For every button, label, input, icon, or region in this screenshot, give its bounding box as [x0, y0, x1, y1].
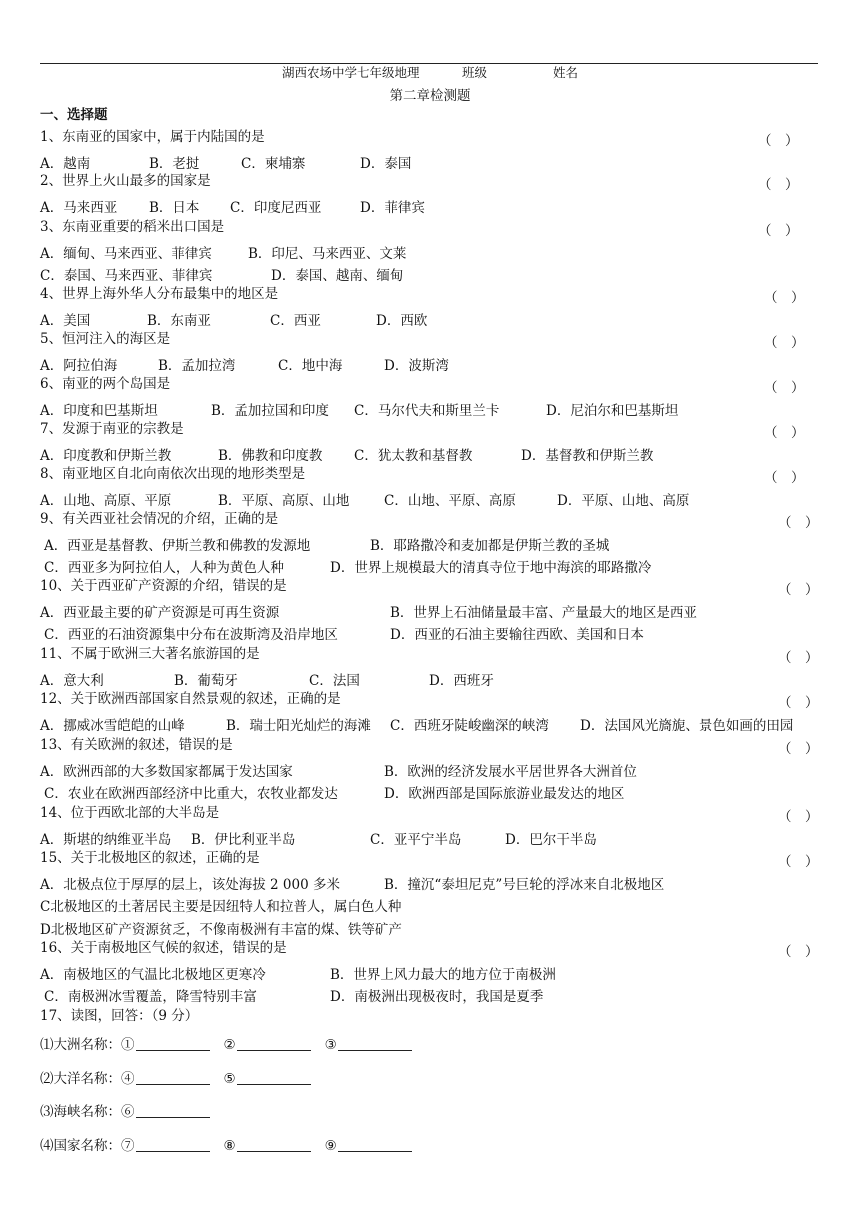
header-school: 湖西农场中学七年级地理 — [282, 65, 420, 80]
question-5-option-d: D．波斯湾 — [384, 357, 449, 374]
question-6-answer-bracket[interactable]: （ ） — [764, 380, 805, 396]
question-5-stem: 5、恒河注入的海区是 — [40, 331, 171, 347]
answer-blank[interactable] — [338, 1036, 412, 1051]
question-11-option-b: B．葡萄牙 — [174, 672, 238, 689]
answer-slot — [325, 1037, 412, 1053]
question-10-answer-bracket[interactable]: （ ） — [778, 582, 819, 598]
fill-line-2 — [40, 1070, 325, 1088]
fill-line-label: ⑶海峡名称： — [40, 1104, 121, 1120]
question-14-stem: 14、位于西欧北部的大半岛是 — [40, 805, 220, 821]
question-15-option-a: A．北极点位于厚厚的层上，该处海拔 2 000 多米 — [40, 876, 340, 893]
answer-blank[interactable] — [136, 1137, 210, 1152]
slot-number: ⑤ — [223, 1071, 236, 1087]
question-1-option-a: A．越南 — [40, 155, 91, 172]
question-2-answer-bracket[interactable]: （ ） — [758, 177, 799, 193]
question-5-option-a: A．阿拉伯海 — [40, 357, 118, 374]
answer-slot — [325, 1138, 412, 1154]
header-class-label: 班级 — [462, 65, 488, 80]
header-name-label: 姓名 — [553, 65, 579, 80]
question-12-option-c: C．西班牙陡峻幽深的峡湾 — [390, 717, 549, 734]
question-10-option-c: C．西亚的石油资源集中分布在波斯湾及沿岸地区 — [44, 627, 338, 643]
question-2-option-b: B．日本 — [149, 199, 200, 216]
question-16-answer-bracket[interactable]: （ ） — [778, 944, 819, 960]
question-4-option-a: A．美国 — [40, 312, 91, 329]
answer-blank[interactable] — [136, 1070, 210, 1085]
question-3-option-a: A．缅甸、马来西亚、菲律宾 — [40, 245, 212, 262]
question-11-answer-bracket[interactable]: （ ） — [778, 650, 819, 666]
question-3-option-c: C．泰国、马来西亚、菲律宾 — [40, 268, 213, 284]
question-3-answer-bracket[interactable]: （ ） — [758, 223, 799, 239]
question-13-option-a: A．欧洲西部的大多数国家都属于发达国家 — [40, 763, 293, 780]
question-7-answer-bracket[interactable]: （ ） — [764, 425, 805, 441]
question-11-option-c: C．法国 — [309, 672, 360, 689]
question-16-option-d: D．南极洲出现极夜时，我国是夏季 — [330, 989, 544, 1005]
question-11-stem: 11、不属于欧洲三大著名旅游国的是 — [40, 646, 260, 662]
fill-line-label: ⑷国家名称： — [40, 1138, 121, 1154]
question-6-stem: 6、南亚的两个岛国是 — [40, 376, 171, 392]
question-10-option-a: A．西亚最主要的矿产资源是可再生资源 — [40, 604, 280, 621]
slot-number: ⑨ — [324, 1138, 337, 1154]
fill-line-1 — [40, 1036, 426, 1054]
slot-number: ⑦ — [121, 1138, 135, 1154]
question-8-option-b: B．平原、高原、山地 — [218, 492, 350, 509]
question-5-option-b: B．孟加拉湾 — [158, 357, 236, 374]
question-9-answer-bracket[interactable]: （ ） — [778, 515, 819, 531]
slot-number: ⑥ — [121, 1104, 135, 1120]
question-9-stem: 9、有关西亚社会情况的介绍，正确的是 — [40, 511, 279, 527]
question-16-option-c: C．南极洲冰雪覆盖，降雪特别丰富 — [44, 989, 257, 1005]
question-6-option-a: A．印度和巴基斯坦 — [40, 402, 158, 419]
question-12-option-a: A．挪威冰雪皑皑的山峰 — [40, 717, 185, 734]
question-4-answer-bracket[interactable]: （ ） — [764, 290, 805, 306]
question-9-option-a: A．西亚是基督教、伊斯兰教和佛教的发源地 — [44, 537, 311, 554]
question-14-option-a: A．斯堪的纳维亚半岛 — [40, 831, 172, 848]
question-7-option-c: C．犹太教和基督教 — [354, 447, 473, 464]
question-3-option-d: D．泰国、越南、缅甸 — [271, 268, 404, 284]
question-8-option-c: C．山地、平原、高原 — [384, 492, 516, 509]
question-15-stem: 15、关于北极地区的叙述，正确的是 — [40, 850, 260, 866]
question-1-stem: 1、东南亚的国家中，属于内陆国的是 — [40, 129, 265, 145]
question-10-option-b: B．世界上石油储量最丰富、产量最大的地区是西亚 — [390, 604, 697, 621]
question-15-option-c: C北极地区的土著居民主要是因纽特人和拉普人，属白色人种 — [40, 899, 402, 915]
question-4-option-d: D．西欧 — [376, 312, 428, 329]
question-8-option-d: D．平原、山地、高原 — [557, 492, 690, 509]
header-rule — [40, 63, 818, 64]
fill-line-4 — [40, 1137, 426, 1155]
answer-blank[interactable] — [237, 1036, 311, 1051]
question-16-stem: 16、关于南极地区气候的叙述，错误的是 — [40, 940, 287, 956]
question-11-option-a: A．意大利 — [40, 672, 104, 689]
question-7-stem: 7、发源于南亚的宗教是 — [40, 421, 184, 437]
question-1-option-c: C．柬埔寨 — [241, 155, 306, 172]
question-8-answer-bracket[interactable]: （ ） — [764, 470, 805, 486]
question-9-option-c: C．西亚多为阿拉伯人，人种为黄色人种 — [44, 560, 284, 576]
page-title: 第二章检测题 — [389, 88, 471, 104]
question-14-option-b: B．伊比利亚半岛 — [191, 831, 296, 848]
question-5-answer-bracket[interactable]: （ ） — [764, 335, 805, 351]
section-title: 一、选择题 — [40, 107, 108, 123]
answer-blank[interactable] — [136, 1036, 210, 1051]
question-16-option-a: A．南极地区的气温比北极地区更寒冷 — [40, 966, 266, 983]
question-1-option-b: B．老挝 — [149, 155, 200, 172]
answer-blank[interactable] — [338, 1137, 412, 1152]
question-16-option-b: B．世界上风力最大的地方位于南极洲 — [330, 966, 556, 983]
question-7-option-d: D．基督教和伊斯兰教 — [521, 447, 654, 464]
question-9-option-d: D．世界上规模最大的清真寺位于地中海滨的耶路撒冷 — [330, 560, 652, 576]
question-11-option-d: D．西班牙 — [429, 672, 494, 689]
question-13-option-d: D．欧洲西部是国际旅游业最发达的地区 — [384, 786, 625, 802]
question-1-option-d: D．泰国 — [360, 155, 412, 172]
question-6-option-d: D．尼泊尔和巴基斯坦 — [546, 402, 679, 419]
fill-line-label: ⑵大洋名称： — [40, 1071, 121, 1087]
question-3-stem: 3、东南亚重要的稻米出口国是 — [40, 219, 225, 235]
question-10-stem: 10、关于西亚矿产资源的介绍，错误的是 — [40, 578, 287, 594]
question-8-stem: 8、南亚地区自北向南依次出现的地形类型是 — [40, 466, 306, 482]
answer-slot — [121, 1138, 210, 1154]
question-14-option-d: D．巴尔干半岛 — [505, 831, 597, 848]
question-12-option-b: B．瑞士阳光灿烂的海滩 — [226, 717, 371, 734]
question-9-option-b: B．耶路撒冷和麦加都是伊斯兰教的圣城 — [370, 537, 610, 554]
answer-slot — [224, 1138, 311, 1154]
slot-number: ③ — [324, 1037, 337, 1053]
question-15-option-d: D北极地区矿产资源贫乏，不像南极洲有丰富的煤、铁等矿产 — [40, 921, 402, 938]
question-2-option-c: C．印度尼西亚 — [230, 199, 322, 216]
answer-slot — [121, 1071, 210, 1087]
question-7-option-a: A．印度教和伊斯兰教 — [40, 447, 172, 464]
question-15-answer-bracket[interactable]: （ ） — [778, 854, 819, 870]
answer-blank[interactable] — [237, 1137, 311, 1152]
question-13-option-b: B．欧洲的经济发展水平居世界各大洲首位 — [384, 763, 637, 780]
slot-number: ① — [121, 1037, 135, 1053]
question-15-option-b: B．撞沉“泰坦尼克”号巨轮的浮冰来自北极地区 — [384, 876, 665, 893]
question-14-answer-bracket[interactable]: （ ） — [778, 809, 819, 825]
question-10-option-d: D．西亚的石油主要输往西欧、美国和日本 — [390, 627, 644, 643]
question-1-answer-bracket[interactable]: （ ） — [758, 133, 799, 149]
question-2-stem: 2、世界上火山最多的国家是 — [40, 173, 211, 189]
slot-number: ② — [223, 1037, 236, 1053]
question-4-option-c: C．西亚 — [270, 312, 321, 329]
question-6-option-c: C．马尔代夫和斯里兰卡 — [354, 402, 500, 419]
answer-slot — [121, 1037, 210, 1053]
question-8-option-a: A．山地、高原、平原 — [40, 492, 172, 509]
question-17-stem: 17、读图，回答：（9 分） — [40, 1008, 199, 1024]
fill-line-label: ⑴大洲名称： — [40, 1037, 121, 1053]
question-12-answer-bracket[interactable]: （ ） — [778, 695, 819, 711]
question-12-stem: 12、关于欧洲西部国家自然景观的叙述，正确的是 — [40, 691, 341, 707]
question-3-option-b: B．印尼、马来西亚、文莱 — [248, 245, 407, 262]
answer-blank[interactable] — [237, 1070, 311, 1085]
slot-number: ④ — [121, 1071, 135, 1087]
answer-slot — [121, 1104, 210, 1120]
answer-blank[interactable] — [136, 1103, 210, 1118]
question-12-option-d: D．法国风光旖旎、景色如画的田园 — [580, 717, 794, 734]
question-13-answer-bracket[interactable]: （ ） — [778, 741, 819, 757]
question-4-option-b: B．东南亚 — [147, 312, 211, 329]
fill-line-3 — [40, 1103, 224, 1121]
question-4-stem: 4、世界上海外华人分布最集中的地区是 — [40, 286, 279, 302]
question-13-option-c: C．农业在欧洲西部经济中比重大，农牧业都发达 — [44, 786, 338, 802]
question-2-option-d: D．菲律宾 — [360, 199, 425, 216]
question-2-option-a: A．马来西亚 — [40, 199, 118, 216]
slot-number: ⑧ — [223, 1138, 236, 1154]
question-14-option-c: C．亚平宁半岛 — [370, 831, 462, 848]
answer-slot — [224, 1071, 311, 1087]
question-7-option-b: B．佛教和印度教 — [218, 447, 323, 464]
answer-slot — [224, 1037, 311, 1053]
question-6-option-b: B．孟加拉国和印度 — [211, 402, 329, 419]
question-13-stem: 13、有关欧洲的叙述，错误的是 — [40, 737, 233, 753]
question-5-option-c: C．地中海 — [278, 357, 343, 374]
